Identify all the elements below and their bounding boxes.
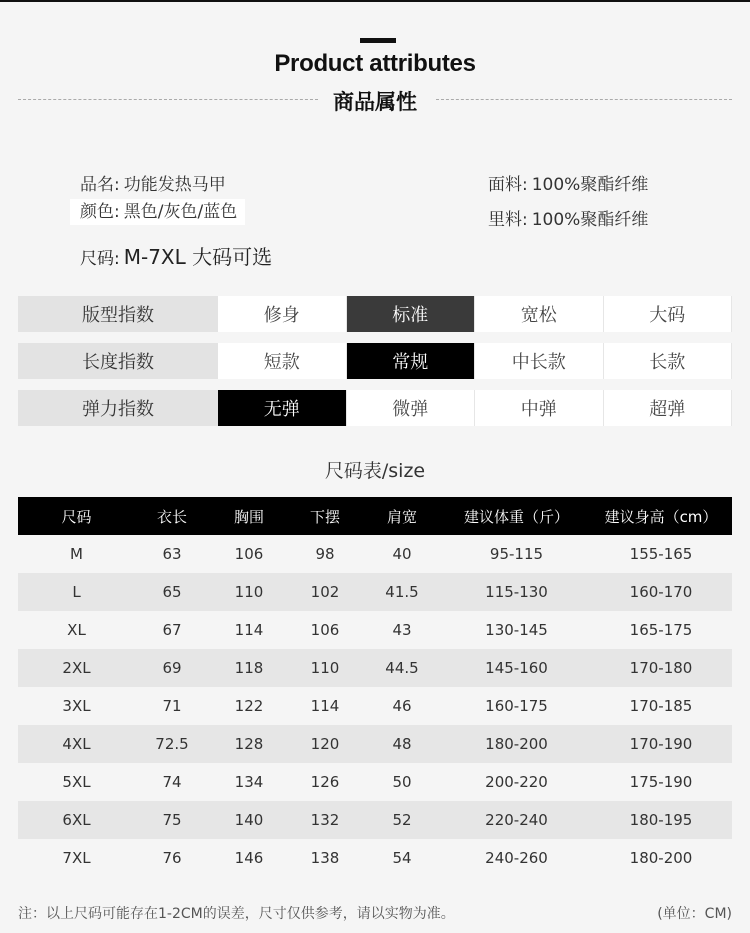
index-row <box>18 390 732 426</box>
title-accent-bar <box>360 38 396 43</box>
index-option: 中长款 <box>475 343 604 379</box>
table-cell: 132 <box>289 801 361 839</box>
table-row <box>18 763 732 801</box>
product-size-label: 尺码: <box>80 249 120 269</box>
size-chart-header-cell: 建议体重（斤） <box>443 497 590 535</box>
top-border <box>0 0 750 2</box>
divider-right <box>436 99 732 100</box>
table-cell: 106 <box>289 611 361 649</box>
table-cell: 180-195 <box>590 801 732 839</box>
size-chart-title: 尺码表/size <box>324 460 426 482</box>
title-chinese: 商品属性 <box>333 90 417 114</box>
table-cell: 63 <box>135 535 209 573</box>
table-cell: 220-240 <box>443 801 590 839</box>
size-chart-header-cell: 下摆 <box>289 497 361 535</box>
table-cell: 2XL <box>18 649 135 687</box>
table-cell: 48 <box>361 725 443 763</box>
table-cell: 122 <box>209 687 289 725</box>
table-cell: 71 <box>135 687 209 725</box>
table-cell: 180-200 <box>443 725 590 763</box>
table-cell: 4XL <box>18 725 135 763</box>
table-cell: 200-220 <box>443 763 590 801</box>
size-chart-header-cell: 尺码 <box>18 497 135 535</box>
table-row <box>18 725 732 763</box>
product-lining-value: 100%聚酯纤维 <box>531 210 649 230</box>
index-row <box>18 296 732 332</box>
table-cell: 140 <box>209 801 289 839</box>
table-cell: 50 <box>361 763 443 801</box>
table-cell: L <box>18 573 135 611</box>
table-cell: 134 <box>209 763 289 801</box>
table-cell: 110 <box>289 649 361 687</box>
table-cell: 130-145 <box>443 611 590 649</box>
product-fabric-label: 面料: <box>488 175 528 195</box>
table-cell: 126 <box>289 763 361 801</box>
index-option: 长款 <box>604 343 733 379</box>
table-cell: 72.5 <box>135 725 209 763</box>
table-cell: 170-190 <box>590 725 732 763</box>
index-row-label: 长度指数 <box>18 343 218 379</box>
table-cell: 67 <box>135 611 209 649</box>
table-cell: 54 <box>361 839 443 877</box>
table-cell: XL <box>18 611 135 649</box>
table-cell: 170-185 <box>590 687 732 725</box>
table-row <box>18 801 732 839</box>
table-cell: 95-115 <box>443 535 590 573</box>
table-cell: 114 <box>209 611 289 649</box>
table-cell: 6XL <box>18 801 135 839</box>
index-option: 修身 <box>218 296 347 332</box>
index-row-label: 版型指数 <box>18 296 218 332</box>
index-option: 宽松 <box>475 296 604 332</box>
table-cell: 69 <box>135 649 209 687</box>
table-cell: 128 <box>209 725 289 763</box>
product-name-value: 功能发热马甲 <box>123 175 226 195</box>
size-chart-header-cell: 建议身高（cm） <box>590 497 732 535</box>
table-cell: 118 <box>209 649 289 687</box>
table-row <box>18 611 732 649</box>
table-cell: 106 <box>209 535 289 573</box>
index-option: 标准 <box>347 296 476 332</box>
table-cell: 5XL <box>18 763 135 801</box>
product-lining-label: 里料: <box>488 210 528 230</box>
table-cell: 180-200 <box>590 839 732 877</box>
table-cell: 160-170 <box>590 573 732 611</box>
table-cell: 240-260 <box>443 839 590 877</box>
table-cell: 102 <box>289 573 361 611</box>
index-option: 中弹 <box>475 390 604 426</box>
table-row <box>18 649 732 687</box>
table-cell: 170-180 <box>590 649 732 687</box>
table-cell: 146 <box>209 839 289 877</box>
table-cell: 65 <box>135 573 209 611</box>
table-cell: 138 <box>289 839 361 877</box>
product-size <box>80 241 272 270</box>
table-cell: 52 <box>361 801 443 839</box>
table-cell: 165-175 <box>590 611 732 649</box>
disclaimer-note: 注：以上尺码可能存在1-2CM的误差，尺寸仅供参考，请以实物为准。 <box>18 906 455 922</box>
product-name <box>80 170 226 195</box>
table-cell: 44.5 <box>361 649 443 687</box>
product-fabric-value: 100%聚酯纤维 <box>531 175 649 195</box>
product-lining <box>488 205 648 230</box>
table-cell: 76 <box>135 839 209 877</box>
table-row <box>18 535 732 573</box>
table-cell: 46 <box>361 687 443 725</box>
index-option: 微弹 <box>347 390 476 426</box>
title-english: Product attributes <box>274 50 476 77</box>
product-name-label: 品名: <box>80 175 120 195</box>
index-row <box>18 343 732 379</box>
table-cell: 40 <box>361 535 443 573</box>
table-cell: 74 <box>135 763 209 801</box>
size-chart-table <box>18 497 732 877</box>
table-cell: 155-165 <box>590 535 732 573</box>
product-size-value: M-7XL 大码可选 <box>123 245 273 269</box>
product-color-value: 黑色/灰色/蓝色 <box>123 202 238 222</box>
table-cell: 98 <box>289 535 361 573</box>
index-option: 短款 <box>218 343 347 379</box>
product-color <box>70 199 245 225</box>
table-cell: 175-190 <box>590 763 732 801</box>
table-row <box>18 687 732 725</box>
index-option: 常规 <box>347 343 476 379</box>
table-cell: 115-130 <box>443 573 590 611</box>
table-cell: 114 <box>289 687 361 725</box>
table-cell: 110 <box>209 573 289 611</box>
product-color-label: 颜色: <box>80 202 120 222</box>
table-row <box>18 573 732 611</box>
table-cell: 7XL <box>18 839 135 877</box>
index-option: 大码 <box>604 296 733 332</box>
size-chart-header-row <box>18 497 732 535</box>
product-fabric <box>488 170 648 195</box>
table-cell: 75 <box>135 801 209 839</box>
table-cell: 3XL <box>18 687 135 725</box>
table-cell: 120 <box>289 725 361 763</box>
table-row <box>18 839 732 877</box>
size-chart-header-cell: 肩宽 <box>361 497 443 535</box>
table-cell: 43 <box>361 611 443 649</box>
table-cell: 160-175 <box>443 687 590 725</box>
unit-note: (单位：CM) <box>657 906 732 922</box>
size-chart-header-cell: 胸围 <box>209 497 289 535</box>
index-row-label: 弹力指数 <box>18 390 218 426</box>
table-cell: M <box>18 535 135 573</box>
index-option: 超弹 <box>604 390 733 426</box>
table-cell: 145-160 <box>443 649 590 687</box>
size-chart-header-cell: 衣长 <box>135 497 209 535</box>
index-option: 无弹 <box>218 390 347 426</box>
table-cell: 41.5 <box>361 573 443 611</box>
